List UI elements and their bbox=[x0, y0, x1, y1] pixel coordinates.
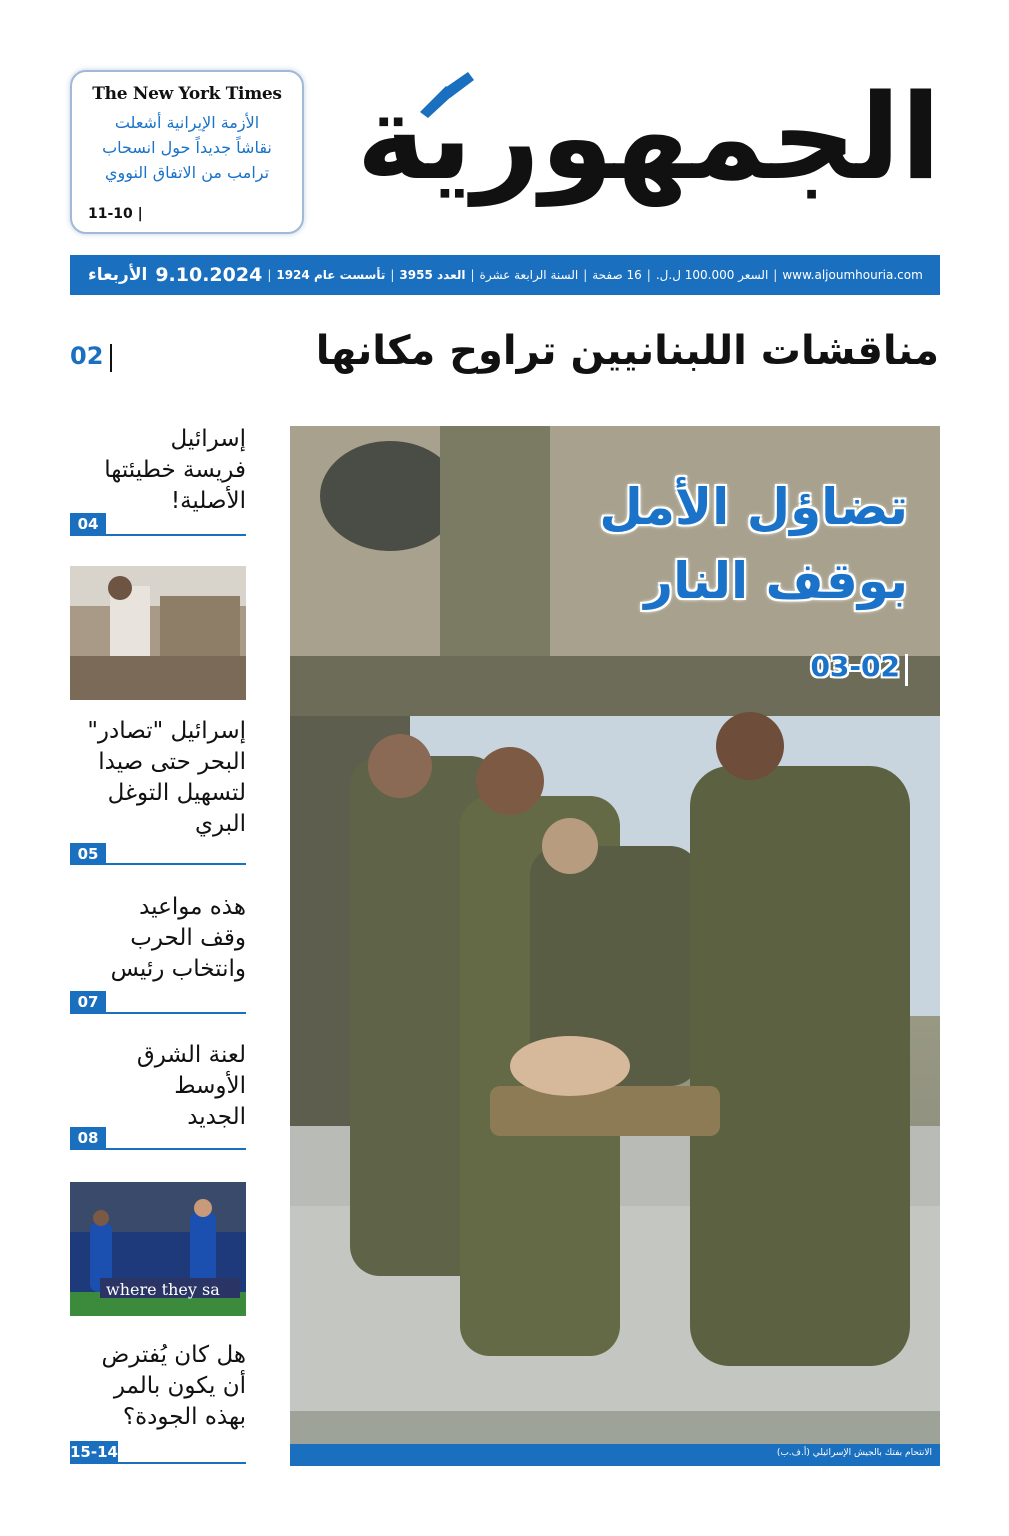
sidebar-story-3-line: وانتخاب رئيس bbox=[110, 956, 246, 982]
nyt-headline-line-1: الأزمة الإيرانية أشعلت bbox=[114, 113, 260, 132]
sidebar-story-5-line: أن يكون بالمر bbox=[113, 1373, 246, 1399]
photo-page-ref: 03-02 bbox=[810, 650, 900, 683]
sidebar-story-2-line: البري bbox=[194, 811, 246, 837]
sidebar-story-4[interactable] bbox=[70, 1040, 246, 1133]
photo-headline-line-1: تضاؤل الأمل bbox=[599, 478, 908, 536]
issue-day: الأربعاء bbox=[88, 265, 148, 285]
sidebar-story-1-line: الأصلية! bbox=[170, 488, 246, 514]
sidebar-story-2-line: إسرائيل "تصادر" bbox=[87, 718, 246, 744]
photo-caption-bar bbox=[290, 1444, 940, 1466]
sidebar-story-2-line: لتسهيل التوغل bbox=[107, 780, 246, 806]
main-headline[interactable]: مناقشات اللبنانيين تراوح مكانها bbox=[315, 328, 939, 374]
sidebar-story-5[interactable] bbox=[70, 1340, 246, 1433]
price: السعر 100.000 ل.ل. bbox=[655, 268, 769, 282]
main-page-separator bbox=[110, 344, 112, 372]
page-count: 16 صفحة bbox=[592, 268, 642, 282]
nyt-logo: The New York Times bbox=[92, 84, 282, 104]
nyt-promo-box[interactable] bbox=[70, 70, 304, 234]
nyt-headline-line-2: نقاشاً جديداً حول انسحاب bbox=[102, 138, 272, 157]
info-separator: | bbox=[583, 268, 588, 282]
photo-headline-line-2: بوقف النار bbox=[644, 552, 908, 610]
info-separator: | bbox=[646, 268, 651, 282]
sidebar-photo-football[interactable] bbox=[70, 1182, 246, 1316]
info-separator: | bbox=[773, 268, 778, 282]
sidebar-story-1-line: إسرائيل bbox=[170, 426, 246, 452]
issue-number: العدد 3955 bbox=[399, 268, 466, 282]
sidebar-story-2[interactable] bbox=[70, 716, 246, 840]
sidebar-story-1-line: فريسة خطيئتها bbox=[104, 457, 246, 483]
sidebar-story-1[interactable] bbox=[70, 424, 246, 517]
nyt-page-ref: 11-10 | bbox=[88, 206, 143, 222]
sports-banner-text: where they sa bbox=[106, 1280, 220, 1299]
photo-caption: الانتحام بفتك بالجيش الإسرائيلي (أ.ف.ب) bbox=[776, 1448, 932, 1458]
photo-headline[interactable] bbox=[528, 470, 908, 618]
sidebar-story-3-line: هذه مواعيد bbox=[139, 894, 246, 920]
sidebar-story-2-page: 05 bbox=[70, 843, 106, 865]
sidebar-story-2-line: البحر حتى صيدا bbox=[98, 749, 246, 775]
sidebar-story-3[interactable] bbox=[70, 892, 246, 985]
sidebar-story-4-line: لعنة الشرق bbox=[136, 1042, 246, 1068]
info-bar bbox=[70, 255, 940, 295]
photo-page-separator bbox=[905, 654, 908, 686]
nyt-headline bbox=[82, 110, 292, 185]
issue-date: 9.10.2024 bbox=[155, 264, 263, 286]
info-separator: | bbox=[470, 268, 475, 282]
masthead-title: الجمهورية bbox=[356, 68, 941, 206]
sidebar-story-4-line: الجديد bbox=[187, 1104, 246, 1130]
website-link[interactable]: www.aljoumhouria.com bbox=[782, 268, 923, 282]
info-separator: | bbox=[267, 268, 272, 282]
sidebar-story-3-line: وقف الحرب bbox=[130, 925, 246, 951]
sidebar-story-5-page: 15-14 bbox=[70, 1443, 118, 1461]
sidebar-story-4-line: الأوسط bbox=[174, 1073, 246, 1099]
sidebar-story-5-line: هل كان يُفترض bbox=[101, 1342, 246, 1368]
lead-photo[interactable] bbox=[290, 426, 940, 1444]
info-separator: | bbox=[390, 268, 395, 282]
founded-year: تأسست عام 1924 bbox=[276, 268, 386, 282]
sidebar-story-3-page: 07 bbox=[70, 991, 106, 1013]
nyt-headline-line-3: ترامب من الاتفاق النووي bbox=[104, 163, 270, 182]
sidebar-photo-damage[interactable] bbox=[70, 566, 246, 700]
main-page-ref: 02 bbox=[70, 342, 104, 370]
publication-year: السنة الرابعة عشرة bbox=[479, 268, 579, 282]
sidebar-story-1-page: 04 bbox=[70, 513, 106, 535]
sidebar-story-5-line: بهذه الجودة؟ bbox=[122, 1404, 246, 1430]
sidebar-story-4-page: 08 bbox=[70, 1127, 106, 1149]
damage-photo-illustration bbox=[70, 566, 246, 700]
